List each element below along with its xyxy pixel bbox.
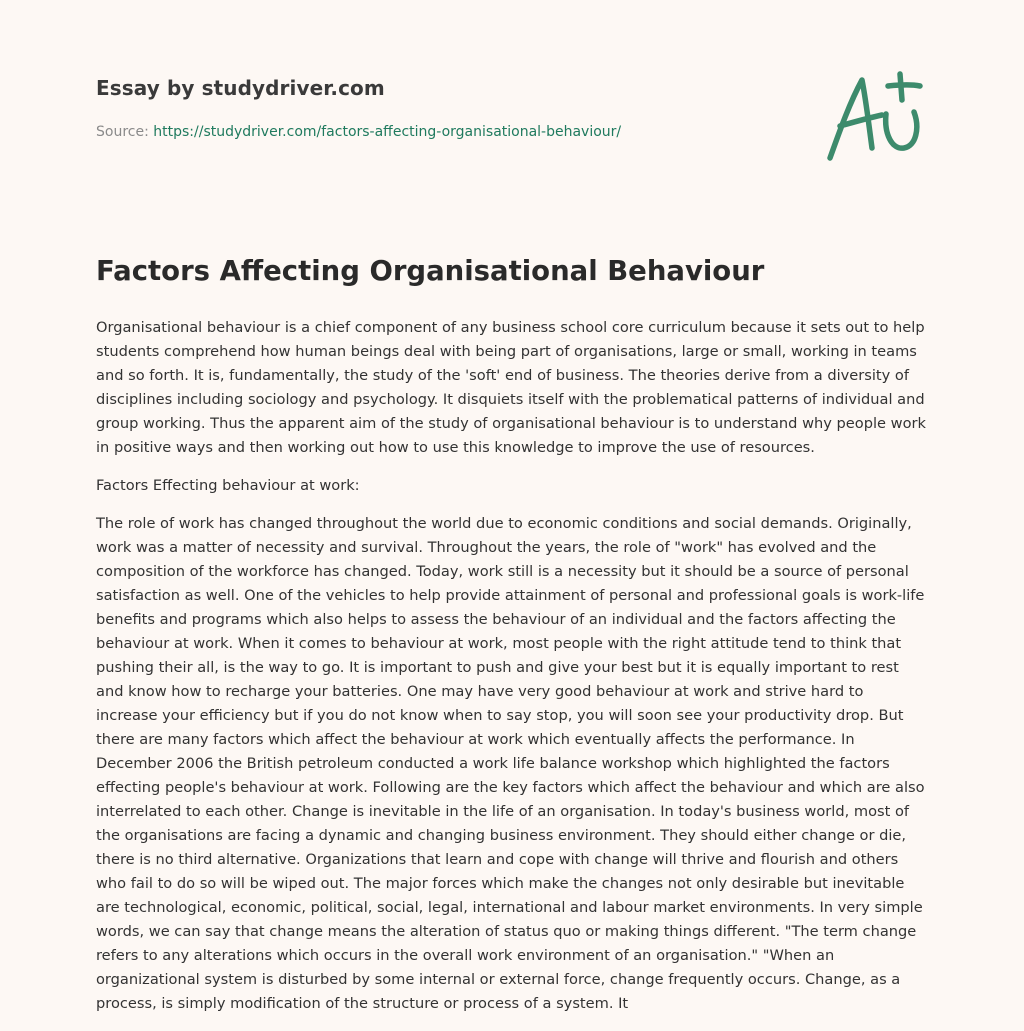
brand-name: Essay by studydriver.com: [96, 76, 385, 100]
paragraph-main: The role of work has changed throughout the world due to economic conditions and social demands. Originally, work was a matter of necessity and survival. Throughout the years, the role of "work" has evolved and the composition of the workforce has changed. Today, work still is a necessity but it should be a source of personal satisfaction as well. One of the vehicles to help provide attainment of personal and professional goals is work-life benefits and programs which also helps to assess the behaviour of an individual and the factors affecting the behaviour at work. When it comes to behaviour at work, most people with the right attitude tend to think that pushing their all, is the way to go. It is important to push and give your best but it is equally important to rest and know how to recharge your batteries. One may have very good behaviour at work and strive hard to increase your efficiency but if you do not know when to say stop, you will soon see your productivity drop. But there are many factors which affect the behaviour at work which eventually affects the performance. In December 2006 the British petroleum conducted a work life balance workshop which highlighted the factors effecting people's behaviour at work. Following are the key factors which affect the behaviour and which are also interrelated to each other. Change is inevitable in the life of an organisation. In today's business world, most of the organisations are facing a dynamic and changing business environment. They should either change or die, there is no third alternative. Organizations that learn and cope with change will thrive and flourish and others who fail to do so will be wiped out. The major forces which make the changes not only desirable but inevitable are technological, economic, political, social, legal, international and labour market environments. In very simple words, we can say that change means the alteration of status quo or making things different. "The term change refers to any alterations which occurs in the overall work environment of an organisation." "When an organizational system is disturbed by some internal or external force, change frequently occurs. Change, as a process, is simply modification of the structure or process of a system. It: [96, 515, 925, 1012]
source-link[interactable]: https://studydriver.com/factors-affecting-organisational-behaviour/: [153, 124, 622, 140]
article-body: [96, 316, 928, 1030]
source-label: Source:: [96, 124, 149, 140]
site-header: [96, 76, 385, 100]
article-title: Factors Affecting Organisational Behaviour: [96, 255, 765, 287]
paragraph-intro: Organisational behaviour is a chief component of any business school core curriculum because it sets out to help students comprehend how human beings deal with being part of organisations, large or small, working in teams and so forth. It is, fundamentally, the study of the 'soft' end of business. The theories derive from a diversity of disciplines including sociology and psychology. It disquiets itself with the problematical patterns of individual and group working. Thus the apparent aim of the study of organisational behaviour is to understand why people work in positive ways and then working out how to use this knowledge to improve the use of resources.: [96, 319, 926, 456]
paragraph-subheading: Factors Effecting behaviour at work:: [96, 477, 360, 494]
a-plus-icon: [822, 68, 932, 168]
source-line: [96, 124, 621, 140]
